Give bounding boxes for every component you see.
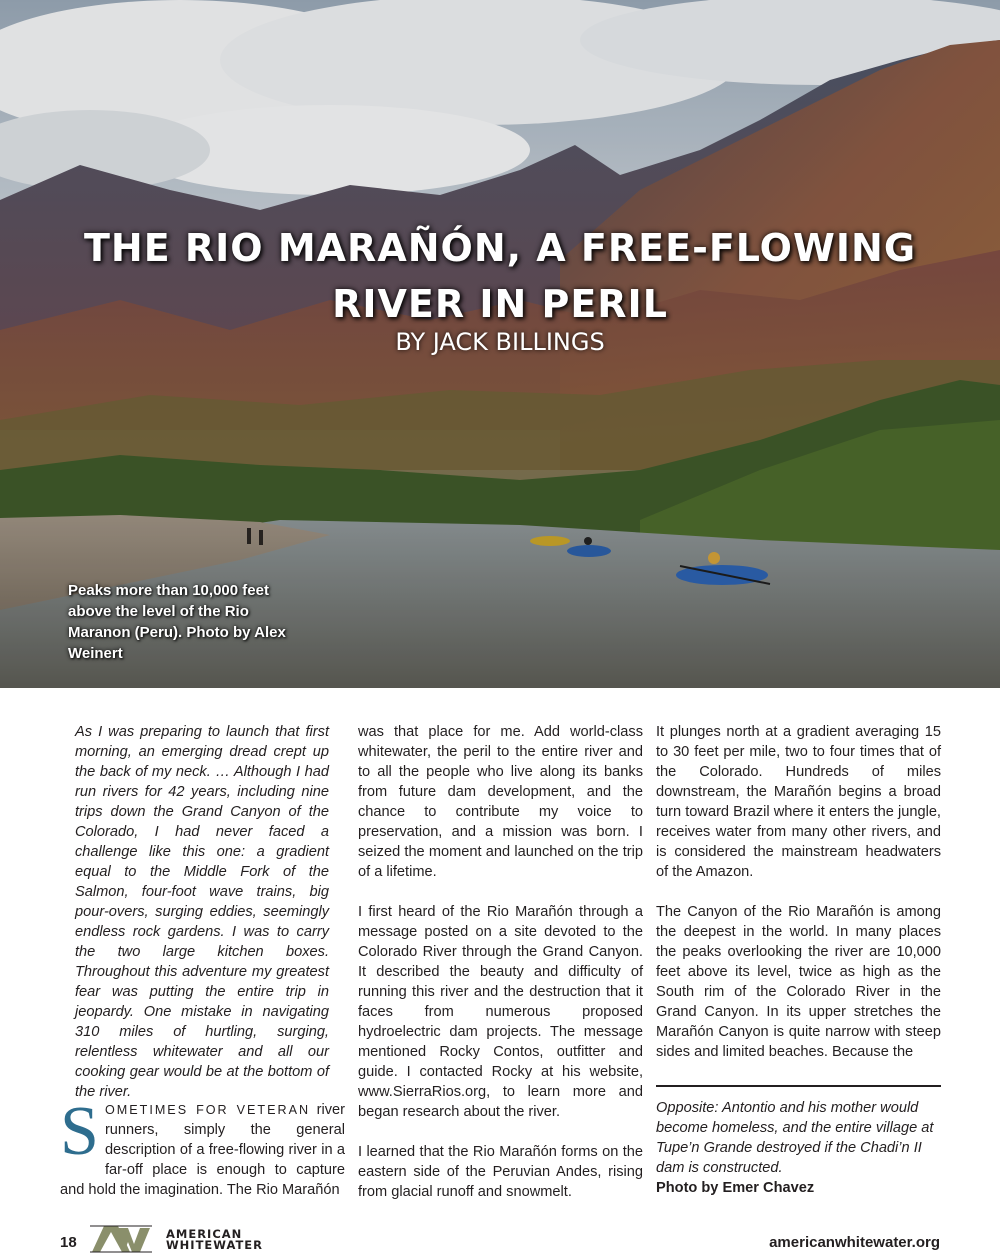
column-3 xyxy=(656,722,941,1062)
website-url[interactable]: americanwhitewater.org xyxy=(769,1234,940,1251)
logo-line1: AMERICAN xyxy=(166,1227,243,1241)
opposite-photo-credit: Photo by Emer Chavez xyxy=(656,1180,815,1196)
paragraph-plunges: It plunges north at a gradient averaging 15 to 30 feet per mile, two to four times that of the Colorado. Hundreds of miles downstream, the Marañón begins a broad turn toward Brazil where it enters the jungle, receives water from many other rivers, and is considered the mainstream headwaters of the Amazon. xyxy=(656,724,941,880)
byline: BY JACK BILLINGS xyxy=(395,328,605,356)
photo-caption: Peaks more than 10,000 feet above the level of the Rio Maranon (Peru). Photo by Alex Weinert xyxy=(68,582,286,662)
opening-paragraph xyxy=(60,1093,346,1200)
page-number: 18 xyxy=(60,1234,77,1251)
paragraph-forms: I learned that the Rio Marañón forms on the eastern side of the Peruvian Andes, rising from glacial runoff and snowmelt. xyxy=(358,1144,643,1200)
opposite-caption-text: Opposite: Antontio and his mother would become homeless, and the entire village at Tupe’n Grande destroyed if the Chadi’n II dam is constructed. xyxy=(656,1100,934,1176)
opposite-photo-caption xyxy=(656,1098,941,1198)
opening-text: river runners, simply the general description of a free-flowing river in a far-off place is enough to capture and hold the imagination. The Rio Marañón xyxy=(60,1102,346,1198)
caption-divider xyxy=(656,1085,941,1087)
column-1 xyxy=(75,722,329,1102)
article-title-line2: RIVER IN PERIL xyxy=(332,282,668,326)
paragraph-continued: was that place for me. Add world-class whitewater, the peril to the entire river and to all the people who live along its banks from future dam development, and the chance to contribute my voice to preservation, and a mission was born. I seized the moment and launched on the trip of a lifetime. xyxy=(358,724,643,880)
lead-in-caps: OMETIMES FOR VETERAN xyxy=(104,1103,311,1117)
aw-logo-mark xyxy=(88,1224,154,1254)
paragraph-canyon: The Canyon of the Rio Marañón is among the deepest in the world. In many places the peaks overlooking the river are 10,000 feet above its level, twice as high as the South rim of the Colorado River in the Grand Canyon. In its upper stretches the Marañón Canyon is quite narrow with steep sides and limited beaches. Because the xyxy=(656,904,941,1060)
article-title-line1: THE RIO MARAÑÓN, A FREE-FLOWING xyxy=(83,226,917,270)
logo-wordmark xyxy=(166,1229,263,1251)
column-1-body xyxy=(60,1093,346,1200)
american-whitewater-logo xyxy=(88,1224,288,1254)
intro-italic-paragraph: As I was preparing to launch that first morning, an emerging dread crept up the back of my neck. … Although I had run rivers for 42 years, including nine trips down the Grand Canyon of the Colorado, I had never faced a challenge like this one: a gradient equal to the Middle Fork of the Salmon, four-foot wave trains, big pour-overs, surging eddies, seemingly endless rock gardens. I was to carry the two large kitchen boxes. Throughout this adventure my greatest fear was putting the entire trip in jeopardy. One mistake in navigating 310 miles of hurtling, surging, relentless whitewater and all our cooking gear would be at the bottom of the river. xyxy=(75,724,329,1100)
column-2 xyxy=(358,722,643,1202)
logo-line2: WHITEWATER xyxy=(166,1238,264,1252)
drop-cap: S xyxy=(60,1093,99,1170)
page-footer xyxy=(0,1220,1000,1256)
paragraph-first-heard: I first heard of the Rio Marañón through a message posted on a site devoted to the Colorado River through the Grand Canyon. It described the beauty and difficulty of running this river and the destruction that it faces from numerous proposed hydroelectric dam projects. The message mentioned Rocky Contos, outfitter and guide. I contacted Rocky at his website, www.SierraRios.org, to learn more and began research about the river. xyxy=(358,904,643,1120)
